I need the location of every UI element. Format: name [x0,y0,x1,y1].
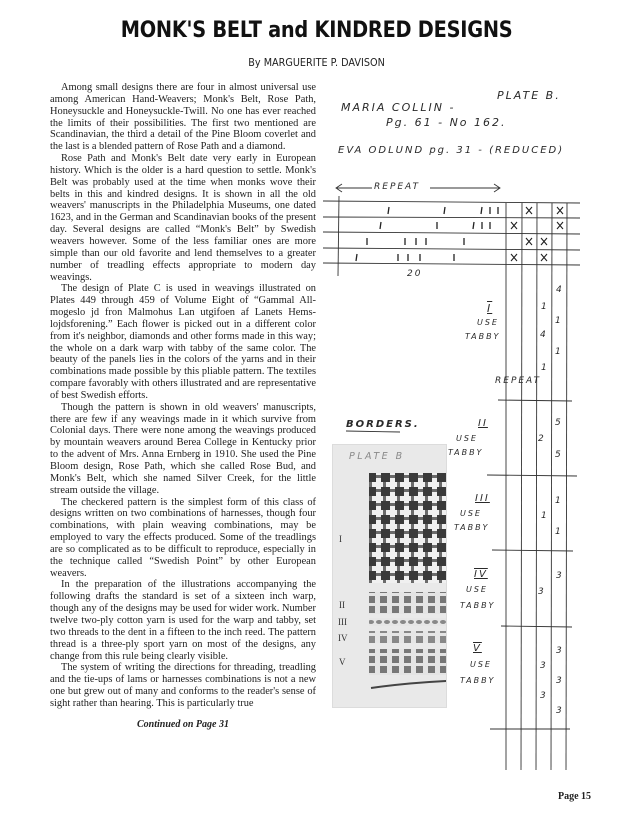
photo-row-label-ii: II [339,600,345,610]
treadling-numeral-v: V [473,643,482,654]
treadling-numeral-ii: II [478,418,488,429]
paragraph: Rose Path and Monk's Belt date very early in European history. Which is the older is a hard question to settle. Monk's Belt was probably used at the time when monks wove their belts in this and kindred designs. It is shown in all the old weavers' manuscripts in the Philadelphia Museums, one dated 1623, and in the German and Scandinavian books of the present day. Several designs are called “Monk's Belt” by Swedish weavers however. Some of the less familiar ones are more simple than our old favorite and lend themselves to a greater number of treadling effects appropriate to modern day weavings. [50,153,316,283]
article-byline: By MARGUERITE P. DAVISON [248,57,385,69]
source-maria-collin: MARIA COLLIN - [341,101,456,114]
treadle-count: 3 [556,571,564,581]
weave-block-v [369,649,447,675]
treadle-count: 3 [556,676,564,686]
woven-sample-photo [332,444,447,708]
article-title: MONK'S BELT and KINDRED DESIGNS [120,17,513,43]
treadling-tabby: TABBY [460,676,496,685]
treadling-numeral-i: I [487,302,493,315]
photo-row-label-v: V [339,657,346,667]
photo-row-label-i: I [339,534,342,544]
treadle-count: 5 [555,450,563,460]
weave-block-i [369,473,447,583]
treadle-count: 4 [540,330,548,340]
treadle-count: 1 [555,496,563,506]
repeat-arrow-label: REPEAT [374,182,421,192]
treadle-count: 5 [555,418,563,428]
treadle-count: 1 [541,363,549,373]
paragraph: The design of Plate C is used in weavings illustrated on Plates 449 through 459 of Volume Eight of “Gammal Allmogeslo jd fron Malmohus Lan utgifoen af Lanets Hemslojdsforening.” Each flower is picked out in a different color from it's neighbor, diamonds and other forms made in this way; the whole on a dark warp with tabby of the same color. The beauty of the panels lies in the colors of the yarns and in their combinations made possible by this pliable pattern. The textiles compare favorably with others illustrated and are representative of best Swedish efforts. [50,283,316,401]
treadle-count: 1 [541,302,549,312]
paragraph: The checkered pattern is the simplest form of this class of designs written on two combinations of harnesses, though four combinations, with plain weaving combinations, may be employed to vary the effects produced. Some of the treadlings are so complicated as to be difficult to reproduce, especially in the technique called “Swedish Point” by other European weavers. [50,496,316,579]
weave-block-iii [369,618,447,626]
page-number: Page 15 [558,791,592,802]
treadling-use: USE [460,509,482,518]
treadling-use: USE [470,660,492,669]
treadle-count: 3 [540,661,548,671]
paragraph: The system of writing the directions for threading, treadling and the tie-ups of lams or harnesses combinations is not a new one but grew out of many and conforms to the reader's sense of sight rather than hearing. This is particularly true [50,662,316,709]
treadling-tabby: TABBY [465,332,501,341]
treadling-numeral-iii: III [475,493,490,504]
treadle-count: 1 [541,511,549,521]
thread-count: 20 [407,269,423,279]
weave-block-ii [369,592,447,614]
paragraph: In the preparation of the illustrations accompanying the following drafts the standard is set of a sixteen inch warp, though any of the designs may be used for wider work. Number twelve two-ply cotton yarn is used for the warp and tabby, set two threads to the dent in a fifteen to the inch reed. The pattern thread is a three-ply sport yarn on most of the designs, any change from this rule being clearly visible. [50,579,316,662]
treadling-repeat-note: REPEAT [495,376,542,386]
treadle-count: 3 [556,706,564,716]
treadling-numeral-iv: IV [474,569,488,580]
source-maria-collin-ref: Pg. 61 - No 162. [386,116,507,129]
paragraph: Though the pattern is shown in old weavers' manuscripts, there are few if any weavings made in it which survive from Colonial days. There were none among the weavings produced by mountain weavers around Berea College in Kentucky prior to the advent of Mrs. Anna Ernberg in 1910. She used the Pine Bloom design, Rose Path, which she called Rose Bud, and Monk's Belt, which she named Silver Creek, for the little stream outside the village. [50,401,316,496]
treadle-count: 3 [540,691,548,701]
treadle-count: 3 [538,587,546,597]
threading-marks [356,207,498,261]
photo-row-label-iii: III [338,617,347,627]
continued-note[interactable]: Continued on Page 31 [137,719,229,730]
photo-plate-label: PLATE B [349,451,405,462]
treadling-use: USE [466,585,488,594]
treadle-count: 1 [555,527,563,537]
weave-bottom-edge [371,681,447,688]
treadle-count: 3 [556,646,564,656]
treadling-tabby: TABBY [460,601,496,610]
treadling-use: USE [477,318,499,327]
treadle-count: 1 [555,347,563,357]
treadling-tabby: TABBY [448,448,484,457]
treadle-count: 1 [555,316,563,326]
treadling-use: USE [456,434,478,443]
weave-pattern [367,445,447,695]
borders-label: BORDERS. [346,419,420,430]
plate-label: PLATE B. [497,89,561,102]
paragraph: Among small designs there are four in almost universal use among American Hand-Weavers; Monk's Belt, Rose Path, Honeysuckle and Honeysuckle-Twill. No one has ever reached the limits of their possibilities. The first two mentioned are Scandinavian, the third a detail of the Pine Bloom coverlet and the last is a blended pattern of Rose Path and a diamond. [50,82,316,153]
treadle-count: 2 [538,434,546,444]
photo-row-label-iv: IV [338,633,348,643]
treadling-tabby: TABBY [454,523,490,532]
source-eva-odlund: EVA ODLUND pg. 31 - (REDUCED) [338,145,565,156]
tieup-extra: 4 [556,285,564,295]
weave-block-iv [369,631,447,643]
